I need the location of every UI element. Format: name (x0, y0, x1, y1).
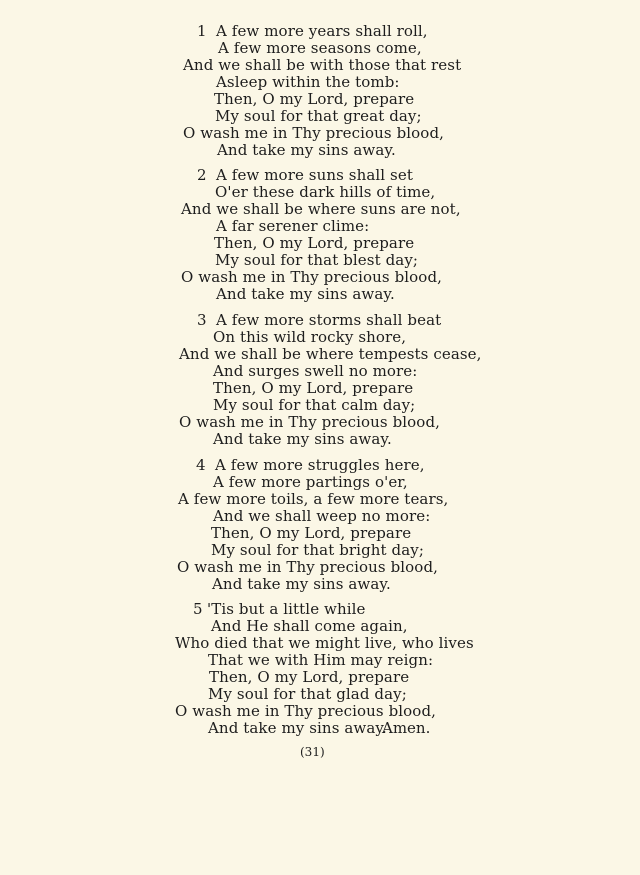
page-number: (31) (300, 745, 325, 759)
verse-line: O wash me in Thy precious blood, (175, 702, 437, 720)
verse-line: Then, O my Lord, prepare (211, 524, 412, 542)
verse-line: And take my sins away. (216, 285, 395, 303)
verse-line: Then, O my Lord, prepare (213, 379, 414, 397)
verse-line: And we shall be where suns are not, (181, 200, 461, 218)
verse-line: That we with Him may reign: (208, 651, 434, 669)
verse-line: O'er these dark hills of time, (215, 183, 436, 201)
verse-line: O wash me in Thy precious blood, (177, 558, 439, 576)
verse-number: 1 (197, 22, 207, 40)
verse-line: Then, O my Lord, prepare (214, 90, 415, 108)
verse-line: And surges swell no more: (213, 362, 418, 380)
verse-number: 5 (193, 600, 203, 618)
verse-line: A few more partings o'er, (213, 473, 408, 491)
verse-line: A few more struggles here, (215, 456, 425, 474)
verse-line: A few more storms shall beat (216, 311, 442, 329)
verse-line: Then, O my Lord, prepare (209, 668, 410, 686)
verse-line: My soul for that great day; (215, 107, 422, 125)
verse-line: And take my sins away. (213, 430, 392, 448)
verse-line: Then, O my Lord, prepare (214, 234, 415, 252)
verse-line: And we shall weep no more: (213, 507, 431, 525)
verse-line: And we shall be with those that rest (183, 56, 462, 74)
verse-line: On this wild rocky shore, (213, 328, 407, 346)
verse-line: A few more seasons come, (218, 39, 422, 57)
verse-number: 2 (197, 166, 207, 184)
verse-line: And take my sins away. (208, 719, 387, 737)
verse-line: O wash me in Thy precious blood, (179, 413, 441, 431)
verse-line: A few more suns shall set (216, 166, 413, 184)
amen: Amen. (382, 719, 431, 737)
verse-line: 'Tis but a little while (207, 600, 366, 618)
verse-line: O wash me in Thy precious blood, (183, 124, 445, 142)
verse-line: O wash me in Thy precious blood, (181, 268, 443, 286)
verse-line: And we shall be where tempests cease, (179, 345, 482, 363)
verse-line: Who died that we might live, who lives (175, 634, 474, 652)
verse-line: A few more toils, a few more tears, (178, 490, 449, 508)
verse-line: And He shall come again, (211, 617, 408, 635)
verse-line: My soul for that glad day; (208, 685, 407, 703)
verse-line: My soul for that calm day; (213, 396, 416, 414)
verse-line: My soul for that bright day; (211, 541, 425, 559)
verse-line: My soul for that blest day; (215, 251, 419, 269)
verse-line: And take my sins away. (217, 141, 396, 159)
verse-number: 4 (196, 456, 206, 474)
verse-line: A far serener clime: (216, 217, 370, 235)
verse-line: And take my sins away. (212, 575, 391, 593)
verse-number: 3 (197, 311, 207, 329)
verse-line: Asleep within the tomb: (216, 73, 400, 91)
verse-line: A few more years shall roll, (216, 22, 428, 40)
